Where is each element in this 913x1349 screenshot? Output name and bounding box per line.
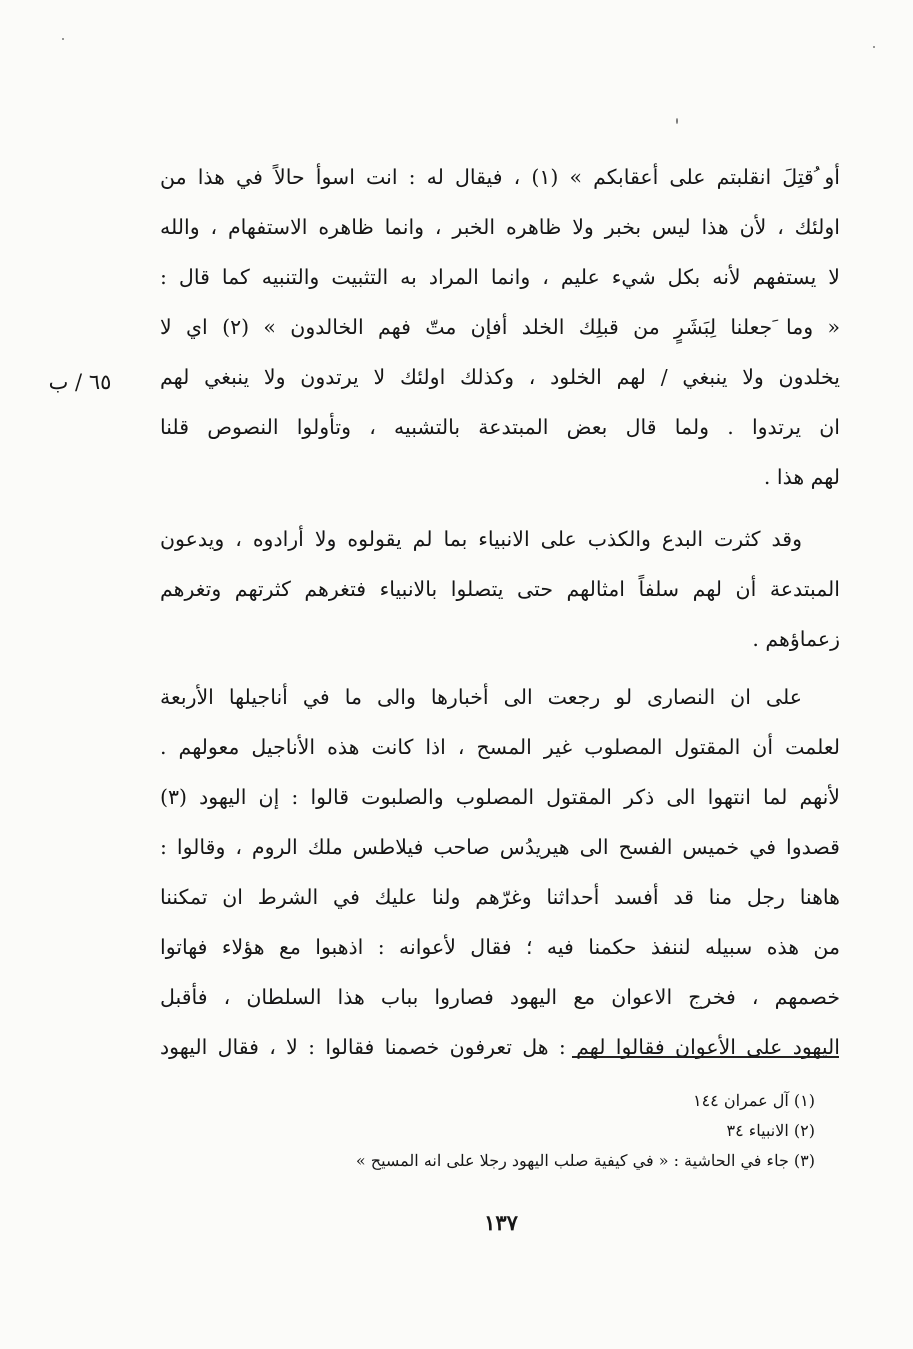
footnote: (١) آل عمران ١٤٤ bbox=[692, 1091, 815, 1110]
text-line: ان يرتدوا . ولما قال بعض المبتدعة بالتشبيه ، وتأولوا النصوص قلنا bbox=[160, 415, 840, 439]
footnote: (٣) جاء في الحاشية : « في كيفية صلب اليهود رجلا على انه المسيح » bbox=[355, 1151, 815, 1170]
text-line: هاهنا رجل منا قد أفسد أحداثنا وغرّهم ولنا عليك في الشرط ان تمكننا bbox=[160, 885, 840, 909]
text-line: زعماؤهم . bbox=[752, 627, 840, 651]
footnotes bbox=[300, 1086, 815, 1176]
text-line: أو ُقتِلَ انقلبتم على أعقابكم » (١) ، فيقال له : انت اسوأ حالاً في هذا من bbox=[160, 165, 840, 189]
paragraph-2 bbox=[160, 514, 840, 664]
text-line: المبتدعة أن لهم سلفاً امثالهم حتى يتصلوا بالانبياء فتغرهم كثرتهم وتغرهم bbox=[160, 577, 840, 601]
text-line: لا يستفهم لأنه بكل شيء عليم ، وانما المراد به التثبيت والتنبيه كما قال : bbox=[160, 265, 840, 289]
text-line: اليهود على الأعوان فقالوا لهم : هل تعرفون خصمنا فقالوا : لا ، فقال اليهود bbox=[160, 1035, 840, 1059]
text-line: من هذه سبيله لننفذ حكمنا فيه ؛ فقال لأعوانه : اذهبوا مع هؤلاء فهاتوا bbox=[160, 935, 840, 959]
paper-speck bbox=[873, 46, 875, 48]
paper-speck bbox=[676, 118, 678, 124]
paragraph-1 bbox=[160, 152, 840, 502]
text-line: خصمهم ، فخرج الاعوان مع اليهود فصاروا بباب هذا السلطان ، فأقبل bbox=[160, 985, 840, 1009]
text-line: على ان النصارى لو رجعت الى أخبارها والى ما في أناجيلها الأربعة bbox=[160, 685, 802, 709]
text-line: قصدوا في خميس الفسح الى هيريدُس صاحب فيلاطس ملك الروم ، وقالوا : bbox=[160, 835, 840, 859]
page-number: ١٣٧ bbox=[484, 1210, 518, 1235]
footnote-separator bbox=[572, 1056, 839, 1058]
text-line: لهم هذا . bbox=[763, 465, 840, 489]
text-line: لأنهم لما انتهوا الى ذكر المقتول المصلوب والصلبوت قالوا : إن اليهود (٣) bbox=[160, 785, 840, 809]
text-line: لعلمت أن المقتول المصلوب غير المسح ، اذا كانت هذه الأناجيل معولهم . bbox=[160, 735, 840, 759]
text-line: يخلدون ولا ينبغي / لهم الخلود ، وكذلك اولئك لا يرتدون ولا ينبغي لهم bbox=[160, 365, 840, 389]
folio-margin-note: ٦٥ / ب bbox=[48, 370, 112, 394]
text-line: اولئك ، لأن هذا ليس بخبر ولا ظاهره الخبر ، وانما ظاهره الاستفهام ، والله bbox=[160, 215, 840, 239]
text-line: « وما َجعلنا لِبَشَرٍ من قبلِك الخلد أفإن متّ فهم الخالدون » (٢) اي لا bbox=[160, 315, 840, 339]
text-line: وقد كثرت البدع والكذب على الانبياء بما لم يقولوه ولا أرادوه ، ويدعون bbox=[160, 527, 802, 551]
footnote: (٢) الانبياء ٣٤ bbox=[726, 1121, 815, 1140]
paper-speck bbox=[62, 38, 64, 40]
paragraph-3 bbox=[160, 672, 840, 1072]
